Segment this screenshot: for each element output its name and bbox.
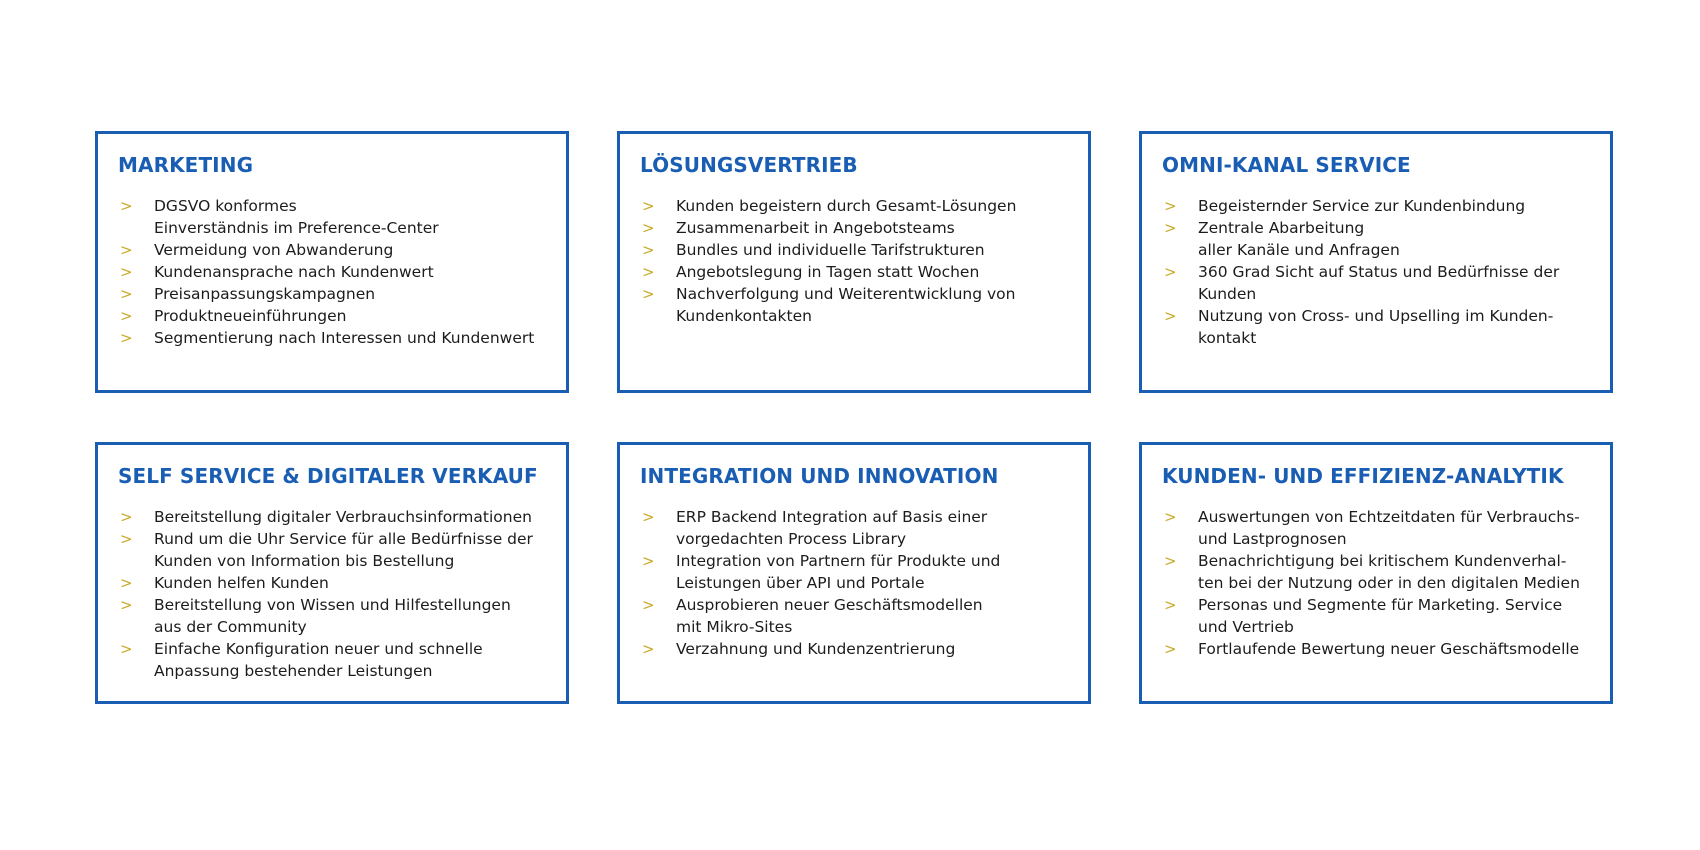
card-title: LÖSUNGSVERTRIEB: [640, 153, 858, 177]
list-item-text: Zentrale Abarbeitung: [1198, 219, 1365, 237]
chevron-right-icon: >: [120, 530, 133, 548]
chevron-right-icon: >: [642, 285, 655, 303]
list-item-text: Kunden helfen Kunden: [154, 574, 329, 592]
card-loesungsvertrieb: [617, 131, 1091, 393]
list-item-text: Ausprobieren neuer Geschäftsmodellen: [676, 596, 983, 614]
list-item-text: aller Kanäle und Anfragen: [1198, 241, 1400, 259]
bullet-list: [640, 506, 1068, 660]
list-item: [118, 327, 546, 349]
card-title: OMNI-KANAL SERVICE: [1162, 153, 1411, 177]
card-marketing: [95, 131, 569, 393]
chevron-right-icon: >: [642, 219, 655, 237]
list-item-text: Benachrichtigung bei kritischem Kundenverhal-: [1198, 552, 1567, 570]
list-item-text: Fortlaufende Bewertung neuer Geschäftsmodelle: [1198, 640, 1580, 658]
card-title: MARKETING: [118, 153, 254, 177]
list-item-text: Anpassung bestehender Leistungen: [154, 662, 433, 680]
chevron-right-icon: >: [120, 640, 133, 658]
list-item: [1162, 217, 1590, 261]
list-item-text: Kunden von Information bis Bestellung: [154, 552, 455, 570]
list-item: [118, 195, 546, 239]
chevron-right-icon: >: [1164, 219, 1177, 237]
list-item-text: Preisanpassungskampagnen: [154, 285, 376, 303]
list-item: [118, 283, 546, 305]
list-item-text: Vermeidung von Abwanderung: [154, 241, 394, 259]
list-item-text: 360 Grad Sicht auf Status und Bedürfnisse der: [1198, 263, 1560, 281]
list-item: [640, 594, 1068, 638]
list-item: [640, 217, 1068, 239]
chevron-right-icon: >: [120, 307, 133, 325]
list-item-text: Produktneueinführungen: [154, 307, 347, 325]
list-item-text: kontakt: [1198, 329, 1257, 347]
chevron-right-icon: >: [642, 640, 655, 658]
list-item-text: Einverständnis im Preference-Center: [154, 219, 439, 237]
list-item-text: Nachverfolgung und Weiterentwicklung von: [676, 285, 1016, 303]
chevron-right-icon: >: [1164, 640, 1177, 658]
list-item-text: Kunden begeistern durch Gesamt-Lösungen: [676, 197, 1017, 215]
list-item: [1162, 550, 1590, 594]
list-item: [118, 594, 546, 638]
list-item-text: vorgedachten Process Library: [676, 530, 907, 548]
chevron-right-icon: >: [120, 574, 133, 592]
chevron-right-icon: >: [120, 241, 133, 259]
list-item-text: ERP Backend Integration auf Basis einer: [676, 508, 988, 526]
list-item: [118, 239, 546, 261]
chevron-right-icon: >: [120, 596, 133, 614]
list-item-text: Kundenansprache nach Kundenwert: [154, 263, 434, 281]
list-item: [1162, 638, 1590, 660]
list-item-text: aus der Community: [154, 618, 307, 636]
card-omni-kanal-service: [1139, 131, 1613, 393]
list-item: [640, 550, 1068, 594]
list-item-text: Angebotslegung in Tagen statt Wochen: [676, 263, 980, 281]
list-item: [640, 506, 1068, 550]
list-item: [1162, 305, 1590, 349]
list-item: [640, 638, 1068, 660]
list-item-text: Auswertungen von Echtzeitdaten für Verbrauchs-: [1198, 508, 1580, 526]
card-grid: [95, 131, 1612, 704]
list-item-text: Verzahnung und Kundenzentrierung: [676, 640, 956, 658]
list-item: [118, 572, 546, 594]
list-item-text: Nutzung von Cross- und Upselling im Kunden-: [1198, 307, 1554, 325]
list-item-text: Leistungen über API und Portale: [676, 574, 925, 592]
chevron-right-icon: >: [1164, 596, 1177, 614]
chevron-right-icon: >: [120, 508, 133, 526]
chevron-right-icon: >: [120, 263, 133, 281]
list-item: [640, 283, 1068, 327]
chevron-right-icon: >: [642, 552, 655, 570]
list-item: [640, 239, 1068, 261]
bullet-list: [640, 195, 1068, 327]
bullet-list: [1162, 506, 1590, 660]
bullet-list: [118, 195, 546, 349]
chevron-right-icon: >: [120, 329, 133, 347]
chevron-right-icon: >: [1164, 552, 1177, 570]
list-item-text: Segmentierung nach Interessen und Kundenwert: [154, 329, 535, 347]
chevron-right-icon: >: [1164, 197, 1177, 215]
list-item-text: Begeisternder Service zur Kundenbindung: [1198, 197, 1526, 215]
list-item-text: Kunden: [1198, 285, 1257, 303]
list-item-text: mit Mikro-Sites: [676, 618, 793, 636]
card-title: SELF SERVICE & DIGITALER VERKAUF: [118, 464, 538, 488]
list-item-text: ten bei der Nutzung oder in den digitalen Medien: [1198, 574, 1580, 592]
list-item: [118, 506, 546, 528]
chevron-right-icon: >: [120, 197, 133, 215]
list-item-text: Zusammenarbeit in Angebotsteams: [676, 219, 955, 237]
list-item: [1162, 594, 1590, 638]
chevron-right-icon: >: [1164, 263, 1177, 281]
chevron-right-icon: >: [1164, 307, 1177, 325]
list-item: [1162, 261, 1590, 305]
bullet-list: [118, 506, 546, 682]
list-item-text: Bereitstellung von Wissen und Hilfestellungen: [154, 596, 511, 614]
list-item: [118, 528, 546, 572]
card-title: KUNDEN- UND EFFIZIENZ-ANALYTIK: [1162, 464, 1564, 488]
chevron-right-icon: >: [642, 508, 655, 526]
list-item: [640, 195, 1068, 217]
bullet-list: [1162, 195, 1590, 349]
list-item: [118, 638, 546, 682]
chevron-right-icon: >: [642, 197, 655, 215]
chevron-right-icon: >: [120, 285, 133, 303]
list-item-text: Kundenkontakten: [676, 307, 812, 325]
chevron-right-icon: >: [642, 263, 655, 281]
list-item-text: Integration von Partnern für Produkte und: [676, 552, 1001, 570]
card-kunden-analytik: [1139, 442, 1613, 704]
list-item-text: Bundles und individuelle Tarifstrukturen: [676, 241, 985, 259]
card-integration-innovation: [617, 442, 1091, 704]
chevron-right-icon: >: [642, 241, 655, 259]
list-item-text: und Vertrieb: [1198, 618, 1294, 636]
list-item: [1162, 506, 1590, 550]
list-item-text: Personas und Segmente für Marketing. Service: [1198, 596, 1563, 614]
list-item-text: Einfache Konfiguration neuer und schnelle: [154, 640, 483, 658]
list-item: [640, 261, 1068, 283]
list-item: [1162, 195, 1590, 217]
chevron-right-icon: >: [1164, 508, 1177, 526]
list-item-text: DGSVO konformes: [154, 197, 297, 215]
list-item-text: Rund um die Uhr Service für alle Bedürfnisse der: [154, 530, 533, 548]
list-item-text: und Lastprognosen: [1198, 530, 1347, 548]
card-self-service: [95, 442, 569, 704]
list-item: [118, 305, 546, 327]
list-item-text: Bereitstellung digitaler Verbrauchsinformationen: [154, 508, 532, 526]
list-item: [118, 261, 546, 283]
card-title: INTEGRATION UND INNOVATION: [640, 464, 999, 488]
chevron-right-icon: >: [642, 596, 655, 614]
